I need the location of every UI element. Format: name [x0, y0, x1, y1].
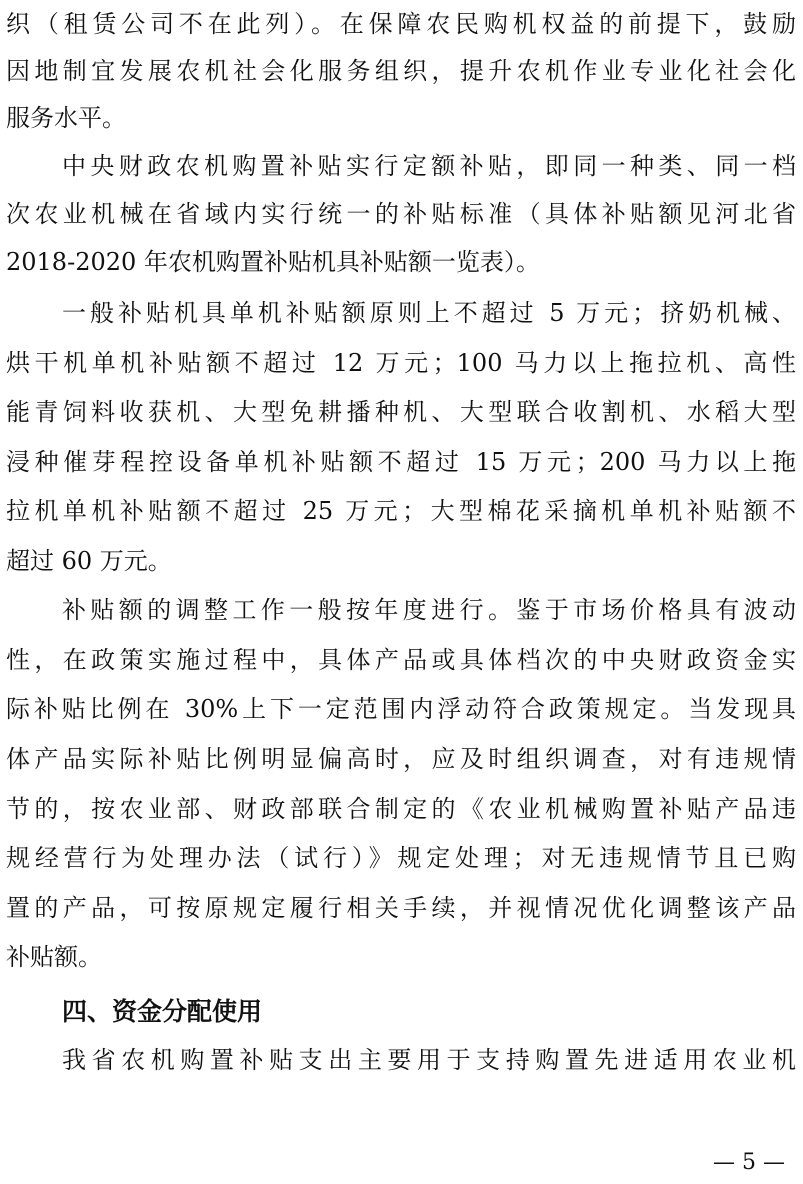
paragraph-line: 次农业机械在省域内实行统一的补贴标准（具体补贴额见河北省	[6, 200, 796, 228]
paragraph-line: 补贴额。	[6, 943, 102, 971]
paragraph-line: 补贴额的调整工作一般按年度进行。鉴于市场价格具有波动	[62, 596, 796, 624]
paragraph-line: 烘干机单机补贴额不超过 12 万元；100 马力以上拖拉机、高性	[6, 349, 796, 377]
paragraph-line: 拉机单机补贴额不超过 25 万元；大型棉花采摘机单机补贴额不	[6, 497, 796, 525]
page-number: — 5 —	[713, 1150, 785, 1175]
paragraph-line: 节的，按农业部、财政部联合制定的《农业机械购置补贴产品违	[6, 795, 796, 823]
paragraph-line: 性，在政策实施过程中，具体产品或具体档次的中央财政资金实	[6, 646, 796, 674]
section-heading: 四、资金分配使用	[62, 997, 263, 1026]
paragraph-line: 服务水平。	[6, 104, 126, 132]
paragraph-line: 能青饲料收获机、大型免耕播种机、大型联合收割机、水稻大型	[6, 398, 796, 426]
paragraph-line: 织（租赁公司不在此列）。在保障农民购机权益的前提下，鼓励	[6, 10, 796, 38]
paragraph-line: 我省农机购置补贴支出主要用于支持购置先进适用农业机	[62, 1046, 796, 1074]
paragraph-line: 浸种催芽程控设备单机补贴额不超过 15 万元；200 马力以上拖	[6, 448, 796, 476]
paragraph-line: 际补贴比例在 30%上下一定范围内浮动符合政策规定。当发现具	[6, 695, 796, 723]
paragraph-line: 体产品实际补贴比例明显偏高时，应及时组织调查，对有违规情	[6, 745, 796, 773]
paragraph-line: 规经营行为处理办法（试行）》规定处理；对无违规情节且已购	[6, 844, 796, 872]
paragraph-line: 中央财政农机购置补贴实行定额补贴，即同一种类、同一档	[62, 152, 796, 180]
paragraph-line: 超过 60 万元。	[6, 547, 172, 575]
paragraph-line: 2018-2020 年农机购置补贴机具补贴额一览表）。	[6, 248, 540, 276]
paragraph-line: 置的产品，可按原规定履行相关手续，并视情况优化调整该产品	[6, 894, 796, 922]
paragraph-line: 一般补贴机具单机补贴额原则上不超过 5 万元；挤奶机械、	[62, 299, 796, 327]
paragraph-line: 因地制宜发展农机社会化服务组织，提升农机作业专业化社会化	[6, 57, 796, 85]
